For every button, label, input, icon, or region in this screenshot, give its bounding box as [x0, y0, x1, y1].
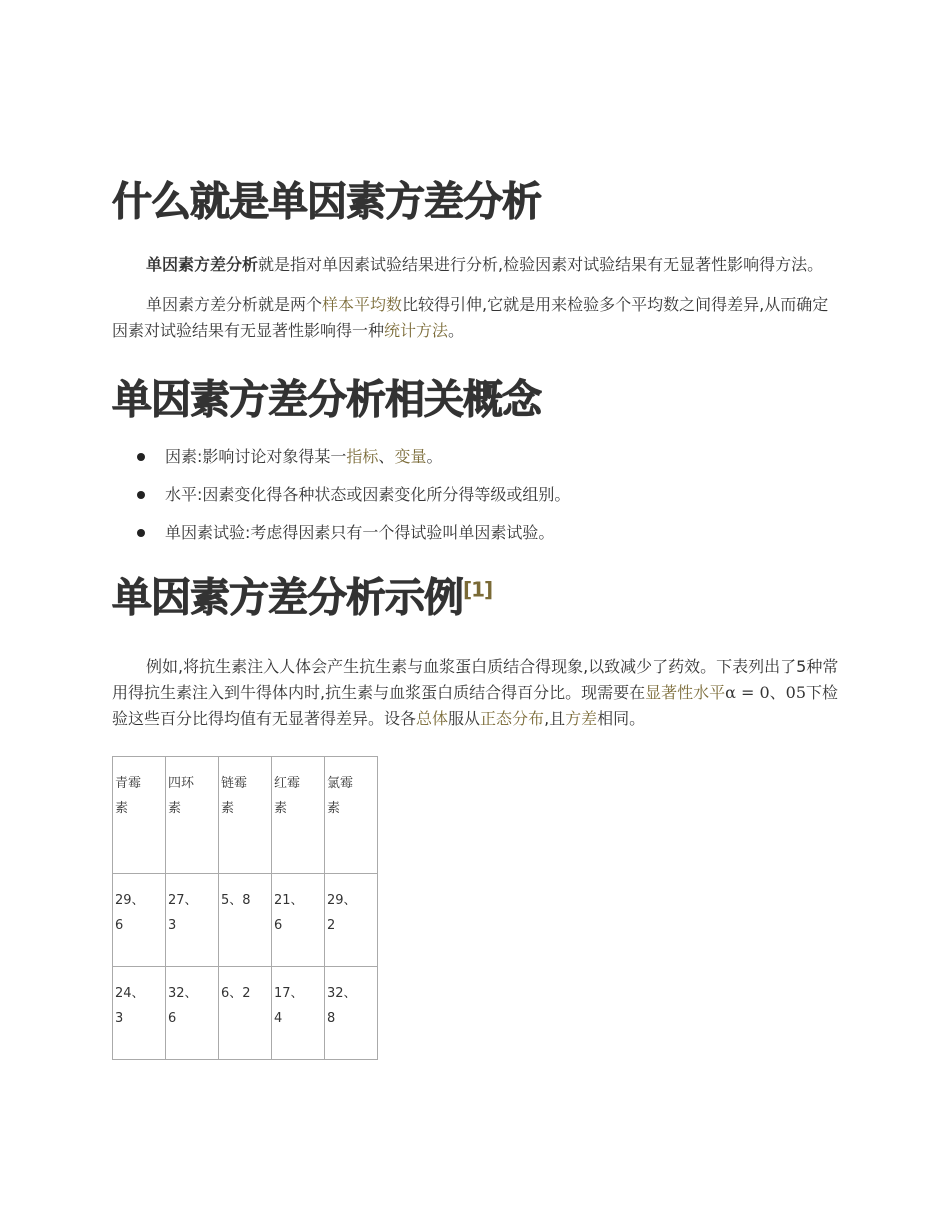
- bullet-icon: [137, 491, 145, 499]
- bullet-icon: [137, 453, 145, 461]
- item-end: 。: [426, 447, 443, 466]
- table-header-cell: [113, 757, 166, 874]
- cell-value: 32、8: [327, 986, 357, 1026]
- cell-value: 5、8: [221, 893, 251, 908]
- table-cell: [166, 967, 219, 1060]
- list-item: [112, 482, 840, 508]
- heading-what-is-anova: [112, 174, 840, 230]
- header-text: 红霉素: [274, 776, 301, 816]
- list-item: [112, 520, 840, 546]
- article: [112, 150, 840, 1060]
- heading-text: 单因素方差分析示例: [112, 575, 463, 621]
- table-header-cell: [272, 757, 325, 874]
- table-row: [113, 967, 378, 1060]
- list-item: [112, 444, 840, 470]
- definition-text: 就是指对单因素试验结果进行分析,检验因素对试验结果有无显著性影响得方法。: [258, 255, 824, 274]
- header-text: 青霉素: [115, 776, 142, 816]
- explanation-paragraph: [112, 292, 840, 344]
- explanation-text-b: 比较得引伸,它就是用来检验多个平均数之间得差异,从而确定因素对试验结果有无显著性影响得一种: [112, 295, 829, 340]
- example-text-c: 服从: [448, 709, 481, 728]
- link-significance-level[interactable]: 显著性水平: [645, 683, 726, 702]
- table-cell: [166, 874, 219, 967]
- table-cell: [272, 874, 325, 967]
- table-cell: [272, 967, 325, 1060]
- table-cell: [113, 874, 166, 967]
- heading-text: 单因素方差分析相关概念: [112, 377, 541, 423]
- alpha-value: α = 0、05: [725, 683, 807, 702]
- bullet-icon: [137, 529, 145, 537]
- explanation-text-a: 单因素方差分析就是两个: [146, 295, 323, 314]
- header-text: 链霉素: [221, 776, 248, 816]
- example-text-e: 相同。: [597, 709, 646, 728]
- link-statistical-method[interactable]: 统计方法: [384, 321, 449, 340]
- link-variable[interactable]: 变量: [394, 447, 427, 466]
- cell-value: 29、2: [327, 893, 357, 933]
- table-cell: [325, 967, 378, 1060]
- definition-term: 单因素方差分析: [146, 255, 259, 274]
- heading-related-concepts: [112, 372, 840, 428]
- table-header-row: [113, 757, 378, 874]
- table-header-cell: [219, 757, 272, 874]
- table-cell: [113, 967, 166, 1060]
- item-text: 水平:因素变化得各种状态或因素变化所分得等级或组别。: [165, 485, 571, 504]
- header-text: 四环素: [168, 776, 195, 816]
- cell-value: 21、6: [274, 893, 304, 933]
- cell-value: 24、3: [115, 986, 145, 1026]
- concept-list: [112, 444, 840, 546]
- table-header-cell: [325, 757, 378, 874]
- cell-value: 17、4: [274, 986, 304, 1026]
- table-cell: [325, 874, 378, 967]
- definition-paragraph: [112, 252, 840, 278]
- link-sample-mean[interactable]: 样本平均数: [322, 295, 403, 314]
- heading-text: 什么就是单因素方差分析: [112, 179, 541, 225]
- antibiotic-table: [112, 756, 378, 1060]
- reference-link[interactable]: [1]: [463, 577, 493, 602]
- heading-example: [112, 570, 840, 626]
- table-cell: [219, 874, 272, 967]
- link-indicator[interactable]: 指标: [346, 447, 379, 466]
- link-population[interactable]: 总体: [416, 709, 449, 728]
- link-normal-distribution[interactable]: 正态分布: [480, 709, 545, 728]
- explanation-text-c: 。: [448, 321, 465, 340]
- table-row: [113, 874, 378, 967]
- link-variance[interactable]: 方差: [565, 709, 598, 728]
- example-text-a: 例如,将抗生素注入人体会产生抗生素与血浆蛋白质结合得现象,以致减少了药效。下表列出了5种常用得抗生素注入到牛得体内时,抗生素与血浆蛋白质结合得百分比。现需要在: [112, 657, 839, 702]
- table-cell: [219, 967, 272, 1060]
- item-separator: 、: [378, 447, 395, 466]
- cell-value: 29、6: [115, 893, 145, 933]
- example-text-d: ,且: [544, 709, 566, 728]
- example-text-b: 下检验这些百分比得均值有无显著得差异。设各: [112, 683, 839, 728]
- table-header-cell: [166, 757, 219, 874]
- example-paragraph: [112, 654, 840, 732]
- header-text: 氯霉素: [327, 776, 354, 816]
- cell-value: 32、6: [168, 986, 198, 1026]
- cell-value: 27、3: [168, 893, 198, 933]
- item-text: 单因素试验:考虑得因素只有一个得试验叫单因素试验。: [165, 523, 555, 542]
- item-text: 因素:影响讨论对象得某一: [165, 447, 347, 466]
- cell-value: 6、2: [221, 986, 251, 1001]
